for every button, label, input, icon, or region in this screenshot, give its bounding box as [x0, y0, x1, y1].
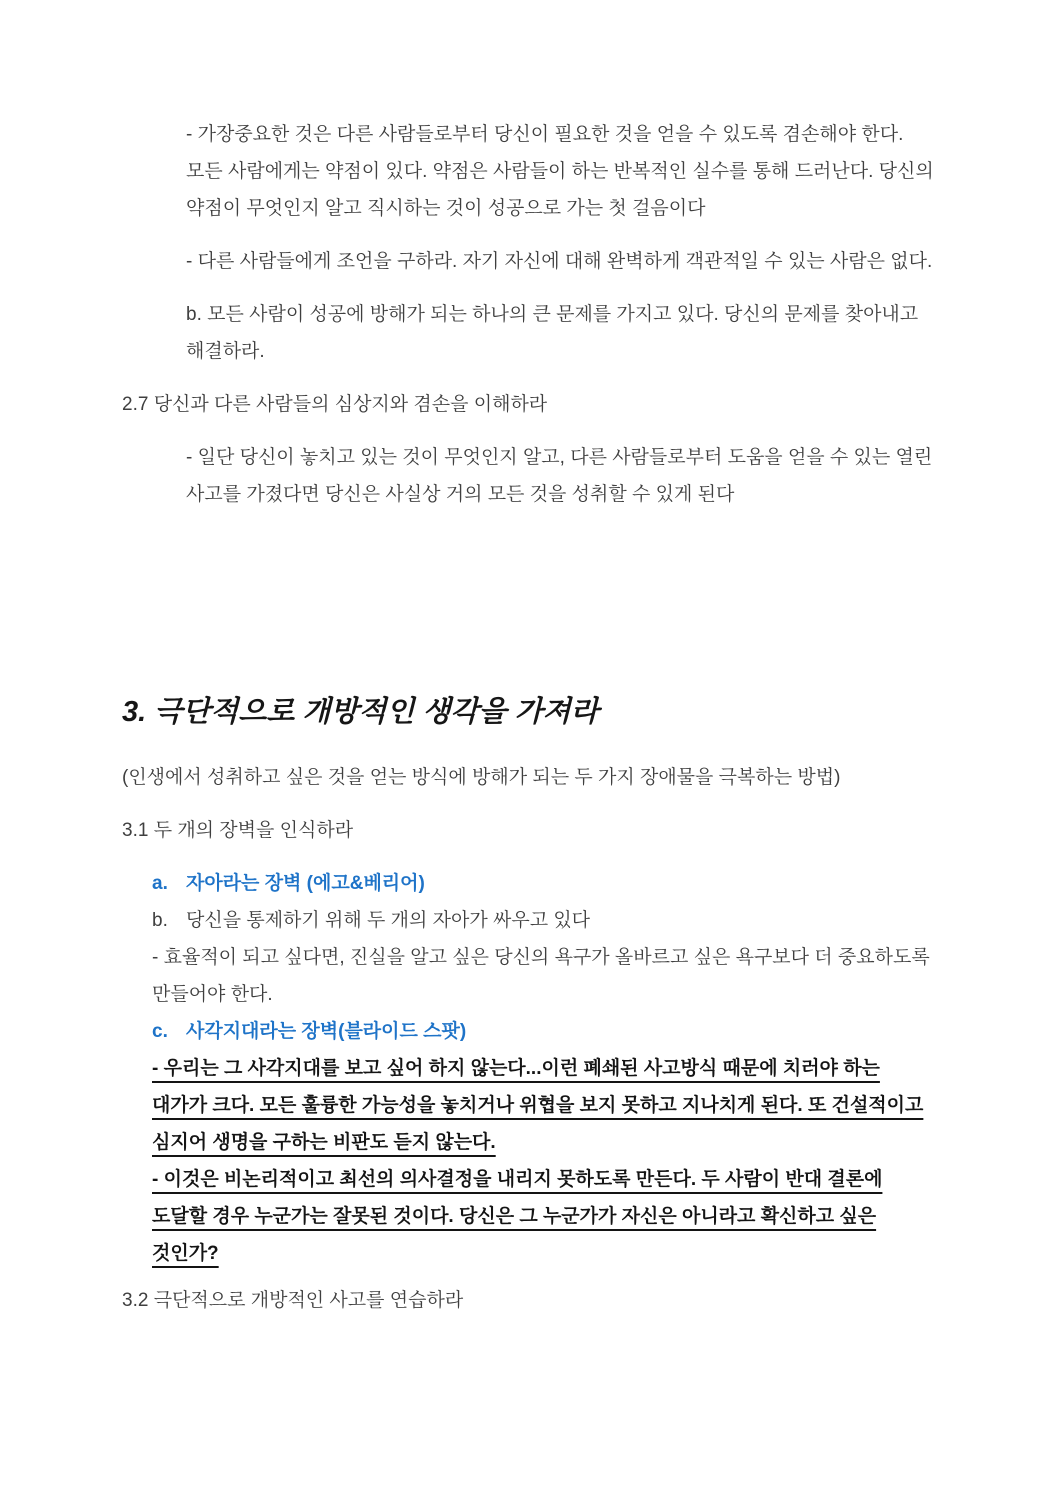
paragraph-humility: - 가장중요한 것은 다른 사람들로부터 당신이 필요한 것을 얻을 수 있도록 겸손해야 한다. 모든 사람에게는 약점이 있다. 약점은 사람들이 하는 반복적인 실수를 통해 드러난다. 당신의 약점이 무엇인지 알고 직시하는 것이 성공으로 가는 첫 걸음이다 [186, 124, 934, 219]
heading-3-1: 3.1 두 개의 장벽을 인식하라 [122, 820, 354, 841]
heading-2-7: 2.7 당신과 다른 사람들의 심상지와 겸손을 이해하라 [122, 394, 548, 415]
list-item-c-marker: c. [152, 1021, 168, 1042]
list-item-c-label: 사각지대라는 장벽(블라이드 스팟) [186, 1021, 467, 1042]
paragraph-one-big-problem: b. 모든 사람이 성공에 방해가 되는 하나의 큰 문제를 가지고 있다. 당신의 문제를 찾아내고 해결하라. [186, 304, 919, 362]
list-item-b-two-yous [152, 902, 938, 939]
list-item-a-marker: a. [152, 873, 168, 894]
list-item-a-label: 자아라는 장벽 (에고&베리어) [186, 873, 425, 894]
list-item-a-ego-barrier [152, 865, 938, 902]
list-item-b-marker: b. [152, 910, 168, 931]
paragraph-open-mind: - 일단 당신이 놓치고 있는 것이 무엇인지 알고, 다른 사람들로부터 도움을 얻을 수 있는 열린 사고를 가졌다면 당신은 사실상 거의 모든 것을 성취할 수 있게 된다 [186, 447, 933, 505]
heading-3-radical-open-mindedness: 3. 극단적으로 개방적인 생각을 가져라 [122, 696, 599, 728]
paragraph-seek-advice: - 다른 사람들에게 조언을 구하라. 자기 자신에 대해 완벽하게 객관적일 수 있는 사람은 없다. [186, 251, 933, 272]
emphasis-blind-spot-cost: - 우리는 그 사각지대를 보고 싶어 하지 않는다...이런 폐쇄된 사고방식 때문에 치러야 하는 대가가 크다. 모든 훌륭한 가능성을 놓치거나 위협을 보지 못하고 지나치게 된다. 또 건설적이고 심지어 생명을 구하는 비판도 듣지 않는다. [152, 1058, 924, 1153]
emphasis-illogical-decisions: - 이것은 비논리적이고 최선의 의사결정을 내리지 못하도록 만든다. 두 사람이 반대 결론에 도달할 경우 누군가는 잘못된 것이다. 당신은 그 누군가가 자신은 아니라고 확신하고 싶은 것인가? [152, 1169, 883, 1264]
list-item-b-label: 당신을 통제하기 위해 두 개의 자아가 싸우고 있다 [186, 910, 591, 931]
barriers-list [152, 865, 938, 1272]
note-truth-over-right: - 효율적이 되고 싶다면, 진실을 알고 싶은 당신의 욕구가 올바르고 싶은 욕구보다 더 중요하도록 만들어야 한다. [152, 947, 930, 1005]
paragraph-3-intro: (인생에서 성취하고 싶은 것을 얻는 방식에 방해가 되는 두 가지 장애물을 극복하는 방법) [122, 767, 841, 788]
heading-3-2: 3.2 극단적으로 개방적인 사고를 연습하라 [122, 1290, 464, 1311]
list-item-c-blind-spot-barrier [152, 1013, 938, 1050]
